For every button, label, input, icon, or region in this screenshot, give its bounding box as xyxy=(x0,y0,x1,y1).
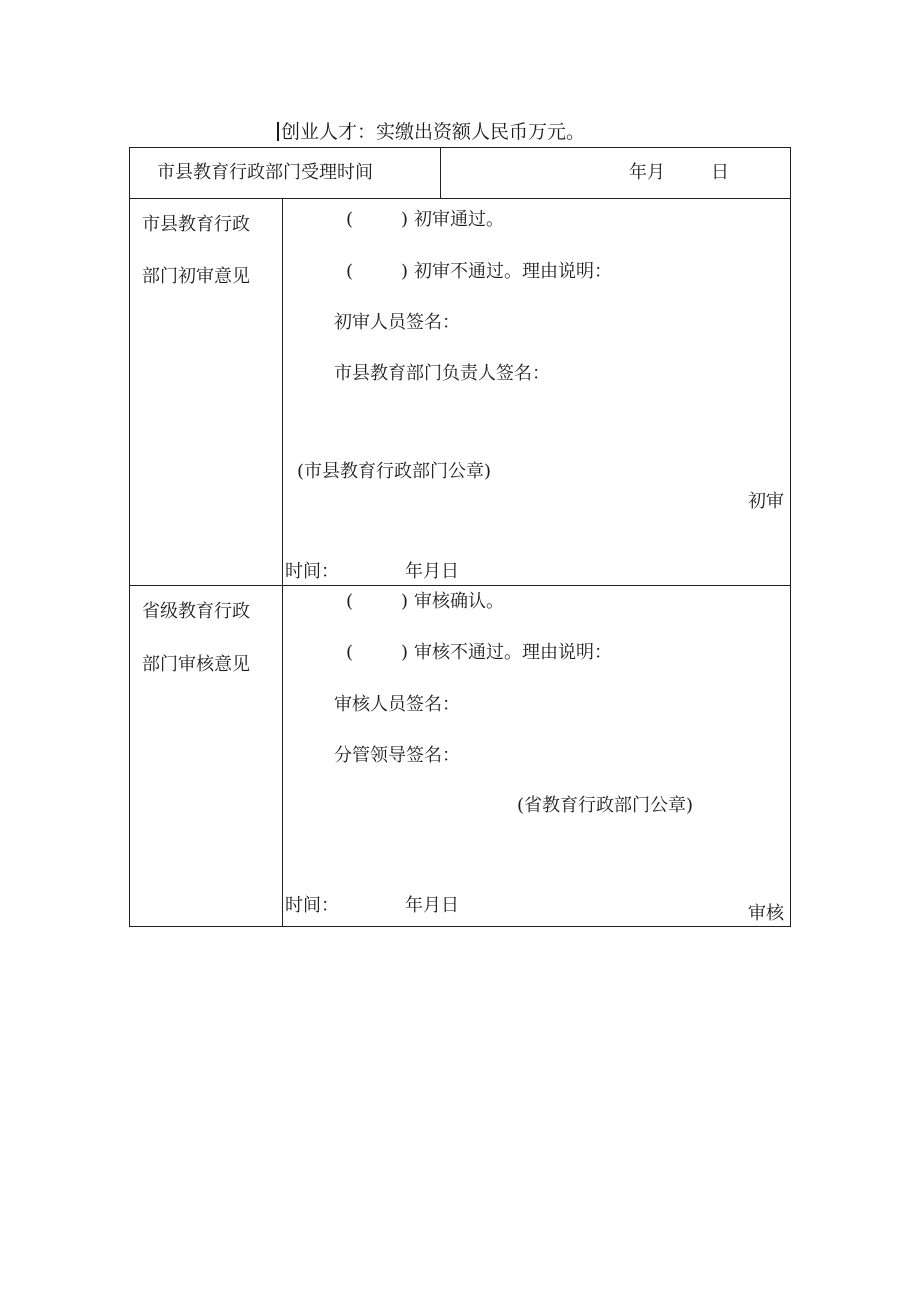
county-label-line1: 市县教育行政 xyxy=(142,214,250,235)
province-fail-bracket-close: ) xyxy=(401,642,409,663)
province-confirm-text: 审核确认。 xyxy=(414,591,504,612)
county-pass-text: 初审通过。 xyxy=(414,209,504,230)
header-text: 创业人才：实缴出资额人民币万元。 xyxy=(281,121,586,143)
province-time-prefix: 审核 xyxy=(748,903,784,924)
province-time-value: 年月日 xyxy=(405,895,459,916)
province-reviewer-signature: 审核人员签名： xyxy=(334,694,460,715)
county-pass-bracket-open: ( xyxy=(346,209,354,230)
province-seal: (省教育行政部门公章) xyxy=(517,795,694,816)
province-confirm-bracket-close: ) xyxy=(401,591,409,612)
text-cursor-mark xyxy=(277,122,279,141)
table-border-left xyxy=(129,147,130,927)
table-border-top xyxy=(129,147,791,148)
accept-time-label: 市县教育行政部门受理时间 xyxy=(157,162,373,183)
province-fail-text: 审核不通过。理由说明： xyxy=(414,642,612,663)
province-time-label: 时间： xyxy=(285,895,339,916)
table-divider-2 xyxy=(129,585,791,586)
province-leader-signature: 分管领导签名： xyxy=(334,745,460,766)
county-seal: (市县教育行政部门公章) xyxy=(297,461,492,482)
county-time-label: 时间： xyxy=(285,561,339,582)
province-fail-bracket-open: ( xyxy=(346,642,354,663)
county-time-value: 年月日 xyxy=(405,561,459,582)
county-fail-bracket-open: ( xyxy=(346,261,354,282)
table-border-right xyxy=(790,147,791,927)
table-divider-label-col xyxy=(282,198,283,927)
county-time-prefix: 初审 xyxy=(748,491,784,512)
county-leader-signature: 市县教育部门负责人签名： xyxy=(334,363,550,384)
table-divider-accept xyxy=(440,147,441,199)
table-border-bottom xyxy=(129,926,791,927)
accept-date-day: 日 xyxy=(711,162,729,183)
header-line xyxy=(277,122,585,142)
county-reviewer-signature: 初审人员签名： xyxy=(334,312,460,333)
province-label-line1: 省级教育行政 xyxy=(142,601,250,622)
province-confirm-bracket-open: ( xyxy=(346,591,354,612)
accept-date-year-month: 年月 xyxy=(629,162,665,183)
county-label-line2: 部门初审意见 xyxy=(142,266,250,287)
table-divider-1 xyxy=(129,198,791,199)
province-label-line2: 部门审核意见 xyxy=(142,654,250,675)
county-fail-text: 初审不通过。理由说明： xyxy=(414,261,612,282)
county-fail-bracket-close: ) xyxy=(401,261,409,282)
county-pass-bracket-close: ) xyxy=(401,209,409,230)
